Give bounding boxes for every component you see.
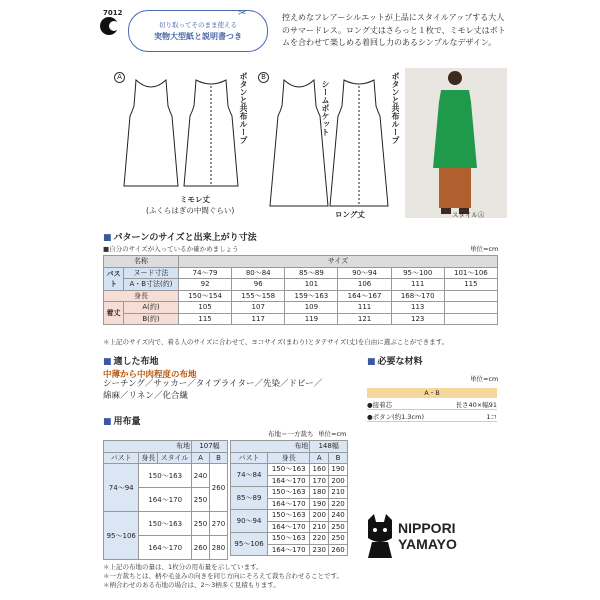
- materials-unit: 単位=cm: [470, 375, 499, 383]
- fabric-text: [103, 379, 322, 402]
- fabric-label: 布地: [231, 441, 310, 453]
- b-cell: 250: [329, 533, 348, 545]
- brand-line2: YAMAYO: [398, 536, 457, 552]
- pattern-number: 7012: [103, 9, 123, 17]
- yardage-note-3: ＊柄合わせのある布地の場合は、2〜3柄多く見積もります。: [103, 581, 280, 589]
- variant-b-marker: B: [258, 72, 269, 83]
- b-cell: 280: [209, 536, 227, 560]
- cell: 96: [232, 279, 285, 291]
- a-cell: 240: [192, 464, 210, 488]
- bust-cell: 85〜89: [231, 487, 268, 510]
- fabric-width: 148幅: [310, 441, 348, 453]
- caption-b: ロング丈: [335, 210, 365, 219]
- yardage-table-107: [103, 440, 228, 560]
- caption-a-title: ミモレ丈: [180, 195, 210, 204]
- style-caption: スタイルⒶ: [452, 211, 485, 219]
- yardage-section-title: [103, 414, 141, 427]
- height-cell: 150〜163: [268, 510, 310, 522]
- bullet-icon: ■: [367, 357, 376, 367]
- brand-logo-icon: [100, 17, 118, 35]
- height-label: 身長: [139, 452, 158, 464]
- materials-section-title: [367, 354, 423, 367]
- seam-pocket-label: シームポケット: [321, 80, 330, 136]
- a-cell: 220: [310, 533, 329, 545]
- size-table: [103, 255, 498, 325]
- cell: [444, 290, 497, 302]
- button-loop-label-a: ボタンと共布ループ: [239, 72, 248, 144]
- a-cell: 200: [310, 510, 329, 522]
- caption-a-sub: (ふくらはぎの中間ぐらい): [146, 206, 235, 215]
- a-cell: 160: [310, 464, 329, 476]
- b-cell: 190: [329, 464, 348, 476]
- size-section-title: [103, 230, 257, 243]
- yardage-header-note: 布地＝一方裁ち: [268, 430, 314, 438]
- size-title-text: パターンのサイズと出来上がり寸法: [113, 233, 257, 243]
- fabric-section-title: [103, 354, 159, 367]
- a-cell: 250: [192, 488, 210, 512]
- cell: 92: [179, 279, 232, 291]
- height-cell: 164〜170: [268, 521, 310, 533]
- badge-line1: 切り取ってそのまま使える: [159, 21, 237, 29]
- model-photo: [405, 68, 507, 218]
- fabric-label: 布地: [104, 441, 192, 453]
- height-cell: 164〜170: [268, 498, 310, 510]
- cell: 113: [391, 302, 444, 314]
- material-value: 長さ40×幅91: [455, 401, 497, 409]
- height-cell: 150〜163: [268, 487, 310, 499]
- material-item: [367, 412, 497, 422]
- bust-cell: 90〜94: [231, 510, 268, 533]
- style-label: スタイル: [158, 452, 192, 464]
- brand-name: [398, 520, 457, 552]
- cell: 123: [391, 313, 444, 325]
- height-cell: 164〜170: [139, 488, 192, 512]
- cell: 101〜106: [444, 267, 497, 279]
- group-length: 着丈: [104, 302, 124, 325]
- cell: 111: [391, 279, 444, 291]
- cell: 121: [338, 313, 391, 325]
- material-name: ●ボタン(約1.3cm): [367, 413, 424, 421]
- row-label: B(約): [124, 313, 179, 325]
- bust-cell: 74〜84: [231, 464, 268, 487]
- badge-line2: 実物大型紙と説明書つき: [154, 32, 242, 41]
- cell: 74〜79: [179, 267, 232, 279]
- bust-label: バスト: [231, 452, 268, 464]
- brand-line1: NIPPORI: [398, 520, 456, 536]
- height-cell: 150〜163: [139, 464, 192, 488]
- cell: 95〜100: [391, 267, 444, 279]
- height-cell: 164〜170: [139, 536, 192, 560]
- b-cell: 200: [329, 475, 348, 487]
- cell: 168〜170: [391, 290, 444, 302]
- fabric-head: 中薄から中肉程度の布地: [103, 370, 197, 380]
- fabric-title-text: 適した布地: [113, 357, 159, 367]
- row-label: A(約): [124, 302, 179, 314]
- bullet-icon: ■: [103, 357, 112, 367]
- group-bust: バスト: [104, 267, 124, 290]
- col-name: 名称: [104, 256, 179, 268]
- yardage-table-148: [230, 440, 348, 556]
- cell: 109: [285, 302, 338, 314]
- b-cell: 260: [329, 544, 348, 556]
- bullet-icon: ■: [103, 233, 112, 243]
- dress-illustrations: [106, 66, 406, 226]
- col-b: B: [329, 452, 348, 464]
- materials-title-text: 必要な材料: [377, 357, 423, 367]
- height-cell: 150〜163: [268, 464, 310, 476]
- row-label: ヌード寸法: [124, 267, 179, 279]
- material-item: [367, 400, 497, 410]
- scissors-icon: ✂: [238, 8, 247, 19]
- cell: 117: [232, 313, 285, 325]
- cell: 119: [285, 313, 338, 325]
- cell: 111: [338, 302, 391, 314]
- fabric-line2: 綿麻／リネン／化合繊: [103, 390, 188, 401]
- cell: 101: [285, 279, 338, 291]
- yardage-note-2: ＊一方裁ちとは、柄や毛並みの向きを同じ方向にそろえて裁ち合わせることです。: [103, 572, 343, 580]
- size-unit: 単位=cm: [470, 245, 499, 253]
- col-b: B: [209, 452, 227, 464]
- b-cell: 270: [209, 512, 227, 536]
- fabric-line1: シーチング／サッカー／タイプライター／先染／ドビー／: [103, 379, 323, 389]
- material-value: 1コ: [486, 413, 497, 421]
- b-cell: 260: [209, 464, 227, 512]
- cell: 155〜158: [232, 290, 285, 302]
- a-cell: 190: [310, 498, 329, 510]
- cell: 164〜167: [338, 290, 391, 302]
- bust-cell: 74〜94: [104, 464, 139, 512]
- a-cell: 210: [310, 521, 329, 533]
- col-a: A: [192, 452, 210, 464]
- col-a: A: [310, 452, 329, 464]
- cell: 115: [179, 313, 232, 325]
- cell: 80〜84: [232, 267, 285, 279]
- cell: 105: [179, 302, 232, 314]
- col-size: サイズ: [179, 256, 498, 268]
- intro-text: 控えめなフレアーシルエットが上品にスタイルアップする大人のサマードレス。ロング丈はさらっと１枚で、ミモレ丈はボトムを合わせて楽しめる着回し力のあるシンプルなデザイン。: [282, 13, 506, 47]
- bust-label: バスト: [104, 452, 139, 464]
- row-label: 身長: [104, 290, 179, 302]
- b-cell: 210: [329, 487, 348, 499]
- cell: 150〜154: [179, 290, 232, 302]
- cat-logo-icon: [362, 512, 398, 562]
- materials-col: A・B: [367, 388, 497, 398]
- yardage-note-1: ＊上記の布地の量は、1枚分の用布量を示しています。: [103, 563, 263, 571]
- bust-cell: 95〜106: [231, 533, 268, 556]
- bullet-icon: ■: [103, 417, 112, 427]
- a-cell: 170: [310, 475, 329, 487]
- b-cell: 240: [329, 510, 348, 522]
- material-name: ●接着芯: [367, 401, 393, 409]
- size-note: ■自分のサイズが入っているか確かめましょう: [103, 245, 239, 253]
- row-label: A・B寸法(約): [124, 279, 179, 291]
- a-cell: 180: [310, 487, 329, 499]
- yardage-unit: 単位=cm: [318, 430, 347, 438]
- button-loop-label-b: ボタンと共布ループ: [391, 72, 400, 144]
- pattern-badge: [128, 10, 268, 52]
- model-figure: [405, 68, 507, 218]
- cell: 159〜163: [285, 290, 338, 302]
- fabric-width: 107幅: [192, 441, 228, 453]
- b-cell: 250: [329, 521, 348, 533]
- height-cell: 164〜170: [268, 544, 310, 556]
- yardage-title-text: 用布量: [113, 417, 141, 427]
- height-cell: 150〜163: [139, 512, 192, 536]
- cell: [444, 313, 497, 325]
- b-cell: 220: [329, 498, 348, 510]
- variant-a-marker: A: [114, 72, 125, 83]
- bust-cell: 95〜106: [104, 512, 139, 560]
- height-cell: 164〜170: [268, 475, 310, 487]
- height-cell: 150〜163: [268, 533, 310, 545]
- height-label: 身長: [268, 452, 310, 464]
- cell: 85〜89: [285, 267, 338, 279]
- a-cell: 250: [192, 512, 210, 536]
- a-cell: 230: [310, 544, 329, 556]
- cell: 107: [232, 302, 285, 314]
- size-footnote: ＊上記のサイズ内で、着る人のサイズに合わせて、ヨコサイズ(まわり)とタテサイズ(丈)を自由に選ぶことができます。: [103, 338, 449, 346]
- cell: 90〜94: [338, 267, 391, 279]
- cell: 115: [444, 279, 497, 291]
- cell: 106: [338, 279, 391, 291]
- a-cell: 260: [192, 536, 210, 560]
- cell: [444, 302, 497, 314]
